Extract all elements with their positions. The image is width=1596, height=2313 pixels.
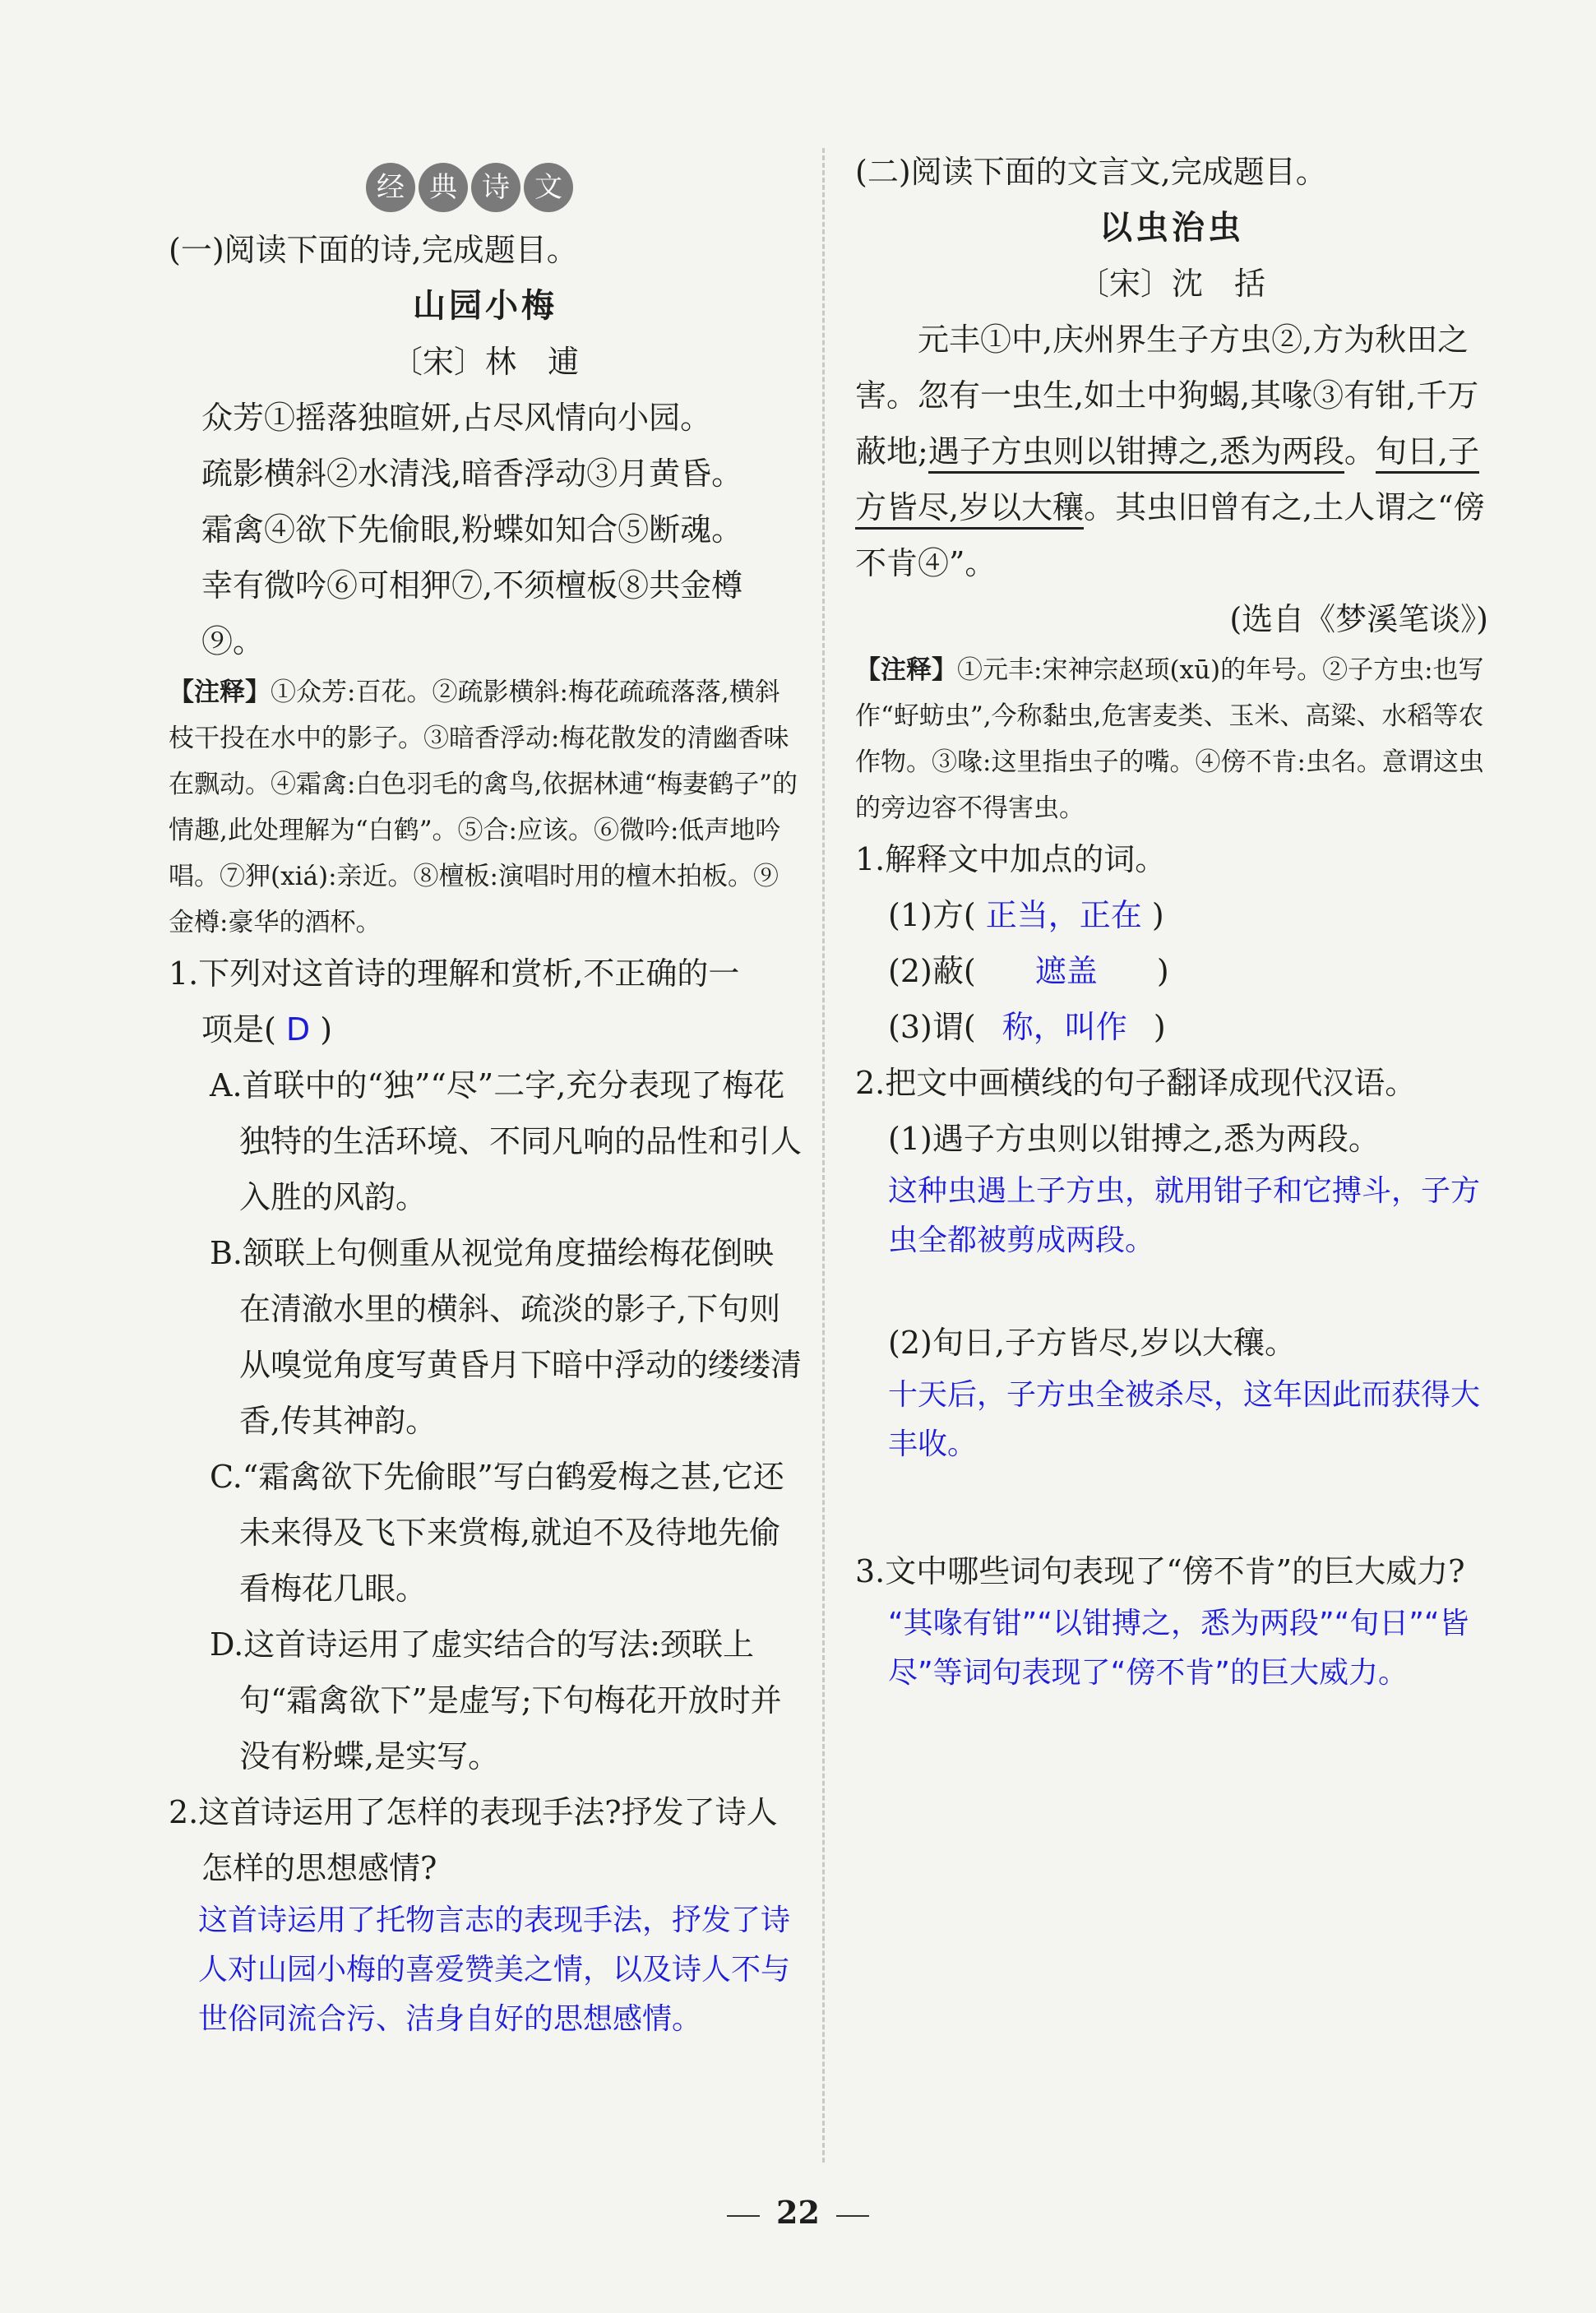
question-1-stem: 1.下列对这首诗的理解和赏析,不正确的一 [169, 955, 740, 992]
part1-intro: (一)阅读下面的诗,完成题目。 [169, 232, 578, 268]
question-1-stem-cont [169, 1002, 802, 1057]
underlined-sentence-1: 遇子方虫则以钳搏之,悉为两段 [928, 433, 1344, 474]
poem-line: 疏影横斜②水清浅,暗香浮动③月黄昏。 [201, 456, 743, 492]
question-2-stem: 2.这首诗运用了怎样的表现手法?抒发了诗人怎样的思想感情? [169, 1794, 778, 1886]
q1-item-answer: 遮盖 [1034, 953, 1098, 989]
option-b: B.颔联上句侧重从视觉角度描绘梅花倒映在清澈水里的横斜、疏淡的影子,下句则从嗅觉角度写黄昏月下暗中浮动的缕缕清香,传其神韵。 [210, 1235, 803, 1439]
q1-stem-pre: 项是( [201, 1011, 276, 1048]
q1-answer: D [285, 1011, 311, 1048]
poem-author: 〔宋〕林 逋 [391, 344, 579, 380]
poem-line: 众芳①摇落独暄妍,占尽风情向小园。 [201, 400, 712, 436]
q1-item-close: ) [1151, 897, 1164, 933]
right-column [855, 144, 1488, 1698]
notes-text: ①元丰:宋神宗赵顼(xū)的年号。②子方虫:也写作“虸蚄虫”,今称黏虫,危害麦类、玉米、高粱、水稻等农作物。③喙:这里指虫子的嘴。④傍不肯:虫名。意谓这虫的旁边容不得害虫。 [855, 655, 1484, 823]
q1-item-label: (3)谓( [888, 1009, 976, 1045]
text-notes [855, 647, 1488, 831]
q1-item [855, 999, 1488, 1055]
dash-right [836, 2215, 869, 2217]
question-2-stem: 2.把文中画横线的句子翻译成现代汉语。 [855, 1065, 1417, 1101]
answer-gap [855, 1265, 1488, 1315]
q2-sub2: (2)旬日,子方皆尽,岁以大穰。 [888, 1325, 1296, 1361]
question-3-stem: 3.文中哪些词句表现了“傍不肯”的巨大威力? [855, 1553, 1465, 1589]
q2-sub1: (1)遇子方虫则以钳搏之,悉为两段。 [888, 1121, 1380, 1157]
q1-item-label: (1)方( [888, 897, 976, 933]
q1-item-close: ) [1156, 953, 1169, 989]
part2-intro: (二)阅读下面的文言文,完成题目。 [855, 154, 1327, 190]
q1-item [855, 943, 1488, 999]
notes-label: 【注释】 [169, 678, 271, 707]
underlined-sentence-2: 旬日,子方皆尽,岁以大穰 [855, 433, 1479, 530]
option-c: C.“霜禽欲下先偷眼”写白鹤爱梅之甚,它还未来得及飞下来赏梅,就迫不及待地先偷看梅花几眼。 [210, 1459, 784, 1607]
text-author: 〔宋〕沈 括 [1077, 266, 1265, 302]
answer-gap [855, 1469, 1488, 1543]
dash-left [727, 2215, 760, 2217]
notes-text: ①众芳:百花。②疏影横斜:梅花疏疏落落,横斜枝干投在水中的影子。③暗香浮动:梅花散发的清幽香味在飘动。④霜禽:白色羽毛的禽鸟,依据林逋“梅妻鹤子”的情趣,此处理解为“白鹤”。⑤合:应该。⑥微吟:低声地吟唱。⑦狎(xiá):亲近。⑧檀板:演唱时用的檀木拍板。⑨金樽:豪华的酒杯。 [169, 678, 798, 937]
q3-answer: “其喙有钳”“以钳搏之，悉为两段”“旬日”“皆尽”等词句表现了“傍不肯”的巨大威力。 [888, 1607, 1469, 1690]
poem-notes [169, 669, 802, 946]
section-badge-char: 经 [366, 163, 415, 212]
question-2-answer: 这首诗运用了托物言志的表现手法，抒发了诗人对山园小梅的喜爱赞美之情，以及诗人不与世俗同流合污、洁身自好的思想感情。 [198, 1904, 791, 2036]
poem-line: 霜禽④欲下先偷眼,粉蝶如知合⑤断魂。 [201, 511, 743, 548]
option-a: A.首联中的“独”“尽”二字,充分表现了梅花独特的生活环境、不同凡响的品性和引人入胜的风韵。 [210, 1067, 803, 1215]
page-number-text: 22 [776, 2194, 820, 2231]
section-badge [366, 163, 573, 212]
option-d: D.这首诗运用了虚实结合的写法:颈联上句“霜禽欲下”是虚写;下句梅花开放时并没有粉蝶,是实写。 [210, 1626, 782, 1774]
question-1-stem: 1.解释文中加点的词。 [855, 841, 1167, 877]
notes-label: 【注释】 [855, 655, 957, 685]
section-badge-char: 诗 [471, 163, 520, 212]
q1-item-close: ) [1153, 1009, 1166, 1045]
column-divider [822, 148, 825, 2163]
left-column [169, 222, 802, 2044]
text-title: 以虫治虫 [1099, 208, 1244, 247]
text-source: (选自《梦溪笔谈》) [1229, 601, 1488, 637]
poem-line: 幸有微吟⑥可相狎⑦,不须檀板⑧共金樽⑨。 [201, 567, 743, 659]
q1-stem-post: ) [320, 1011, 333, 1048]
q2-answer-2: 十天后，子方虫全被杀尽，这年因此而获得大丰收。 [888, 1378, 1481, 1461]
q1-item [855, 887, 1488, 943]
text-body-part: 。 [1344, 433, 1376, 470]
text-body-part: 。其虫旧曾有之,土人谓之“傍不肯④”。 [855, 489, 1485, 581]
q2-answer-1: 这种虫遇上子方虫，就用钳子和它搏斗，子方虫全都被剪成两段。 [888, 1174, 1481, 1257]
text-body [855, 312, 1488, 591]
q1-item-answer: 正当，正在 [985, 897, 1142, 933]
section-badge-char: 典 [419, 163, 468, 212]
section-badge-char: 文 [524, 163, 573, 212]
page-number [0, 2194, 1596, 2231]
q1-item-label: (2)蔽( [888, 953, 976, 989]
poem-title: 山园小梅 [413, 286, 557, 325]
q1-item-answer: 称，叫作 [1002, 1009, 1127, 1045]
text-body-part: 元丰①中,庆州界生子方虫②,方为秋田之害。忽有一虫生,如土中狗蝎,其喙③有钳,千万蔽地; [855, 322, 1479, 470]
